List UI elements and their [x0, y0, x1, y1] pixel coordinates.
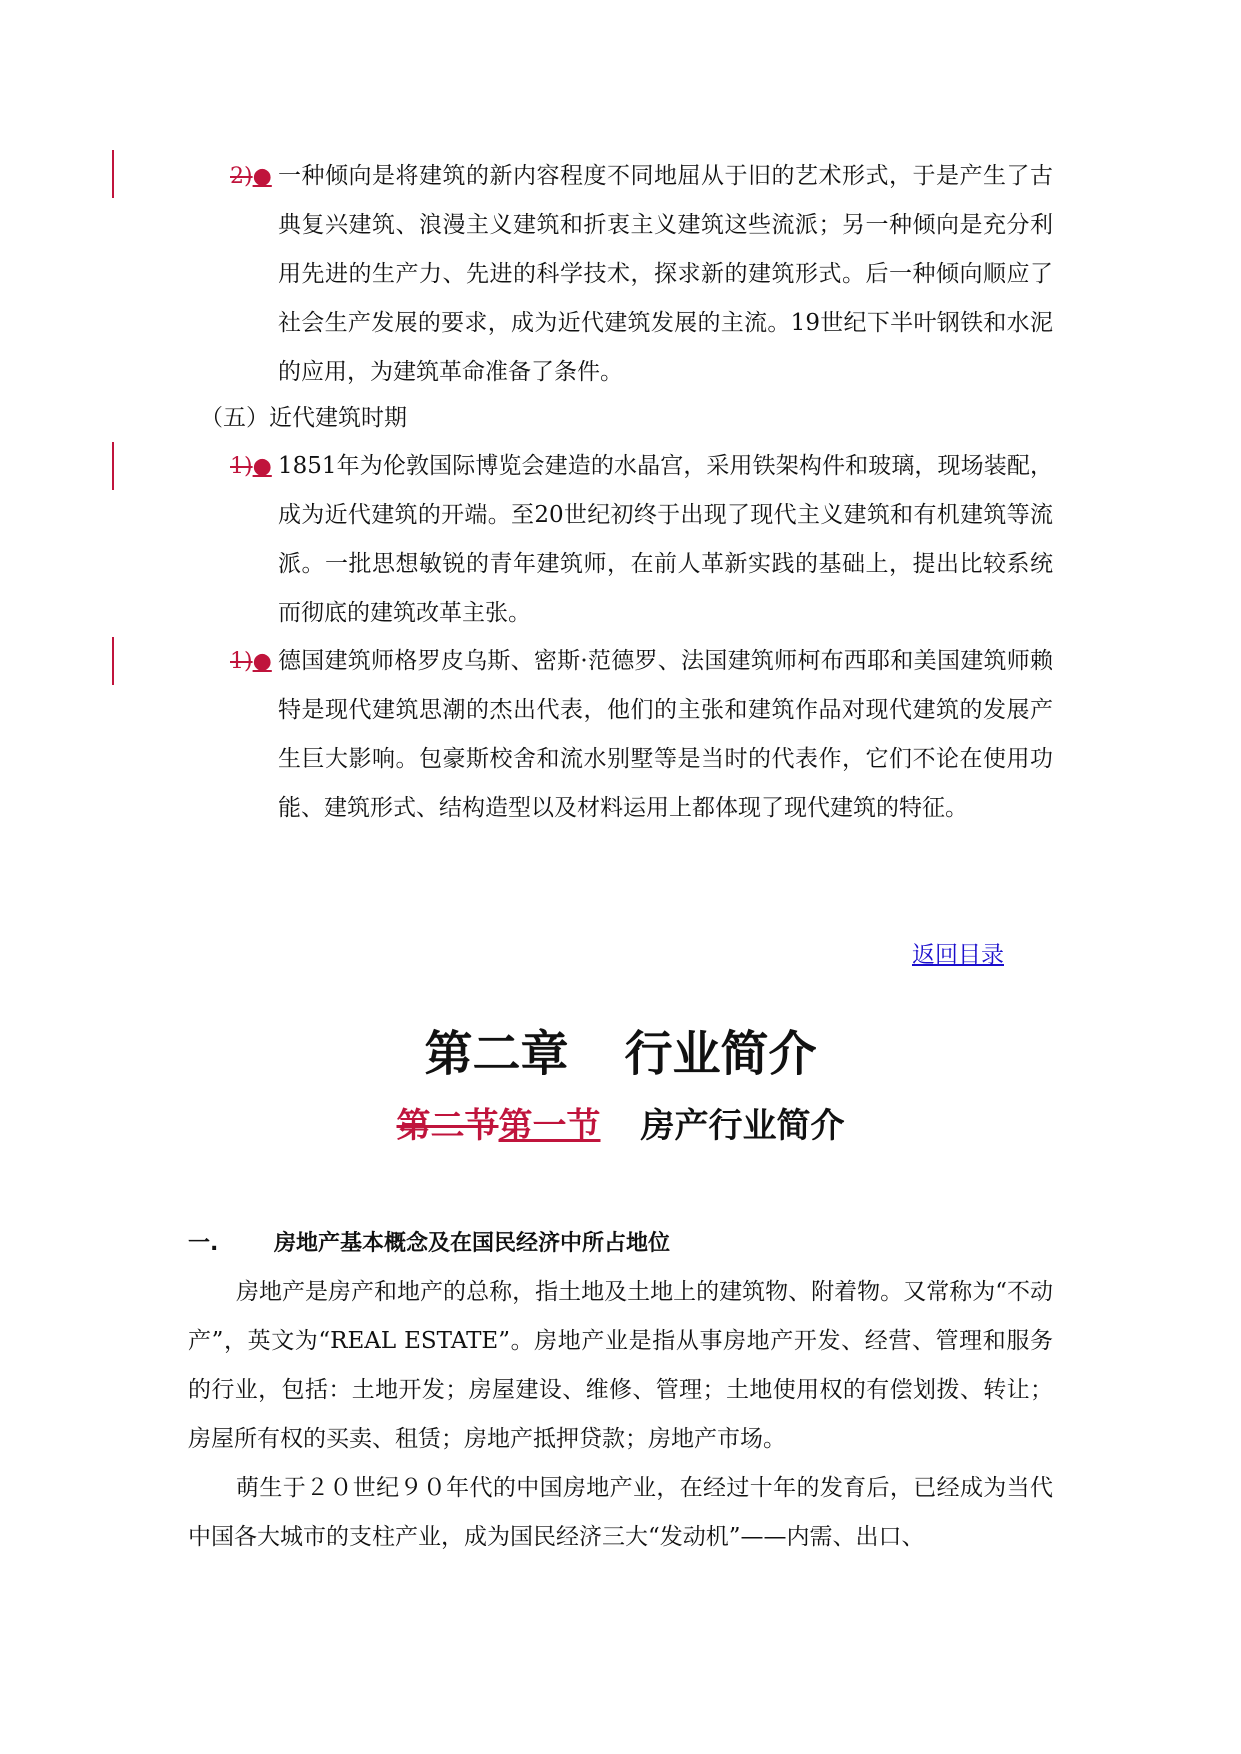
list-item	[230, 152, 1053, 397]
heading-text: 房地产基本概念及在国民经济中所占地位	[274, 1231, 671, 1256]
section-name: 房产行业简介	[640, 1106, 845, 1146]
bullet-icon: ●	[252, 454, 272, 479]
bullet-icon: ●	[252, 649, 272, 674]
deleted-marker: 1)	[230, 454, 253, 479]
heading-number: 一.	[188, 1231, 219, 1256]
list-item-text: 德国建筑师格罗皮乌斯、密斯·范德罗、法国建筑师柯布西耶和美国建筑师赖特是现代建筑思潮的杰出代表，他们的主张和建筑作品对现代建筑的发展产生巨大影响。包豪斯校舍和流水别墅等是当时的代表作，它们不论在使用功能、建筑形式、结构造型以及材料运用上都体现了现代建筑的特征。	[278, 648, 1053, 821]
paragraph: 萌生于２０世纪９０年代的中国房地产业，在经过十年的发育后，已经成为当代中国各大城市的支柱产业，成为国民经济三大“发动机”——内需、出口、	[188, 1475, 1053, 1550]
chapter-number: 第二章	[424, 1026, 569, 1082]
list-item-text: 1851年为伦敦国际博览会建造的水晶宫，采用铁架构件和玻璃，现场装配，成为近代建筑的开端。至20世纪初终于出现了现代主义建筑和有机建筑等流派。一批思想敏锐的青年建筑师，在前人革新实践的基础上，提出比较系统而彻底的建筑改革主张。	[278, 453, 1053, 626]
body-text	[188, 1268, 1053, 1562]
chapter-name: 行业简介	[624, 1026, 817, 1082]
deleted-marker: 2)	[230, 164, 253, 189]
list-item	[230, 637, 1053, 833]
revision-marker	[230, 442, 278, 491]
deleted-marker: 1)	[230, 649, 253, 674]
change-bar	[112, 442, 114, 490]
bullet-icon: ●	[252, 164, 272, 189]
chapter-title	[0, 1022, 1241, 1086]
revision-marker	[230, 152, 278, 201]
deleted-section-number: 第二节	[396, 1106, 499, 1146]
change-bar	[112, 150, 114, 198]
list-item-text: 一种倾向是将建筑的新内容程度不同地屈从于旧的艺术形式，于是产生了古典复兴建筑、浪漫主义建筑和折衷主义建筑这些流派；另一种倾向是充分利用先进的生产力、先进的科学技术，探求新的建筑形式。后一种倾向顺应了社会生产发展的要求，成为近代建筑发展的主流。19世纪下半叶钢铁和水泥的应用，为建筑革命准备了条件。	[278, 163, 1053, 385]
inserted-section-number: 第一节	[498, 1106, 601, 1146]
paragraph: 房地产是房产和地产的总称，指土地及土地上的建筑物、附着物。又常称为“不动产”，英文为“REAL ESTATE”。房地产业是指从事房地产开发、经营、管理和服务的行业，包括：土地开发；房屋建设、维修、管理；土地使用权的有偿划拨、转让；房屋所有权的买卖、租赁；房地产抵押贷款；房地产市场。	[188, 1279, 1053, 1452]
heading-1	[188, 1222, 670, 1266]
change-bar	[112, 637, 114, 685]
subheading: （五）近代建筑时期	[200, 405, 407, 431]
section-title	[0, 1100, 1241, 1152]
revision-marker	[230, 637, 278, 686]
back-to-toc-link[interactable]: 返回目录	[912, 942, 1004, 968]
list-item	[230, 442, 1053, 638]
